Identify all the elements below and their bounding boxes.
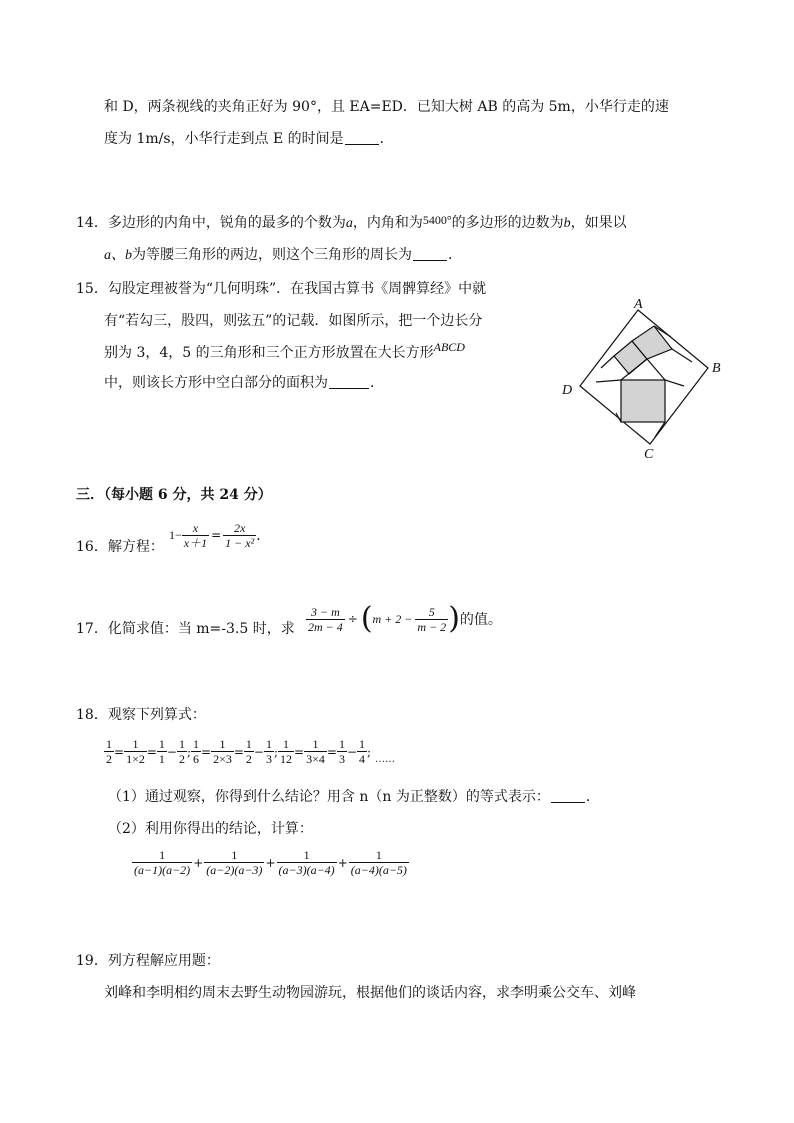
fraction: $\frac{1}{(a-2)(a-3)}$ [206, 848, 263, 877]
answer-blank [413, 246, 447, 261]
pythagoras-rectangle-figure [556, 296, 736, 466]
answer-blank [329, 374, 369, 389]
label-c: C [644, 447, 654, 462]
q18-sum-expression: $\frac{1}{(a-1)(a-2)}$ + $\frac{1}{(a-2)(a-3)}$ + $\frac{1}{(a-3)(a-4)}$ + $\frac{1}{(a-4)(a-5)}$ [134, 848, 407, 877]
label-d: D [562, 383, 573, 398]
q18-part2: （2）利用你得出的结论，计算： [108, 821, 313, 837]
large-square [621, 380, 665, 422]
q14-line2: a、b为等腰三角形的两边，则这个三角形的周长为 ． [104, 247, 462, 263]
question-number: 18． [76, 707, 108, 723]
grid-line [655, 422, 665, 437]
q13-line2: 度为 1m/s，小华行走到点 E 的时间是 ． [104, 131, 394, 147]
fraction: $\frac{x}{x+1}$ [183, 520, 208, 550]
q15-line4: 中，则该长方形中空白部分的面积为 ． [104, 375, 384, 391]
label-b: B [712, 361, 721, 376]
rectangle-abcd [580, 310, 708, 444]
q18-series: $\frac{1}{2}$ = $\frac{1}{1\times 2}$ = $\frac{1}{1}$ − $\frac{1}{2}$ ; $\frac{1}{6}$ = $\frac{1}{2\times 3}$ = $\frac{1}{2}$ − $\frac{1}{3}$ ; $\frac{1}{12}$ = $\frac{1}{3\times 4}$ = $\frac{1}{3}$ − $\frac{1}{4}$ ; …… [106, 737, 396, 766]
q19-label: 19．列方程解应用题： [76, 953, 220, 969]
q15-line2: 有“若勾三，股四，则弦五”的记载．如图所示，把一个边长分 [104, 313, 483, 329]
grid-line [672, 349, 692, 362]
grid-line [601, 356, 614, 368]
q13-line1: 和 D，两条视线的夹角正好为 90°，且 EA=ED．已知大树 AB 的高为 5m，小华行走的速 [104, 99, 669, 115]
grid-line [665, 380, 684, 386]
fraction: $\frac{1}{(a-3)(a-4)}$ [278, 848, 335, 877]
q18-label: 18．观察下列算式： [76, 707, 206, 723]
q15-line1: 15．勾股定理被誉为“几何明珠”．在我国古算书《周髀算经》中就 [76, 281, 487, 297]
q15-line3: 别为 3，4，5 的三角形和三个正方形放置在大长方形ABCD [104, 340, 465, 361]
section-3-title: 三．（每小题 6 分，共 24 分） [76, 487, 272, 503]
q19-line2: 刘峰和李明相约周末去野生动物园游玩，根据他们的谈话内容，求李明乘公交车、刘峰 [104, 985, 636, 1001]
fraction: $\frac{5}{m - 2}$ [417, 604, 447, 634]
fraction: $\frac{1}{(a-1)(a-2)}$ [134, 848, 191, 877]
left-paren: ( [360, 601, 373, 636]
q16-label: 16．解方程： [76, 539, 164, 555]
q17-expression: $\frac{3 - m}{2m - 4}$ ÷ ( m + 2 − $\frac{5}{m - 2}$ ) 的值。 [308, 601, 502, 636]
question-number: 19． [76, 953, 108, 969]
question-number: 17． [76, 621, 108, 637]
grid-line [616, 413, 621, 422]
grid-line [596, 380, 621, 382]
question-number: 15． [76, 281, 108, 297]
question-number: 16． [76, 539, 108, 555]
fraction: $\frac{2x}{\text{1 − x²}}$ [225, 520, 255, 550]
q18-part1: （1）通过观察，你得到什么结论？用含 n（n 为正整数）的等式表示： ． [108, 789, 600, 805]
q16-equation: 1− $\frac{x}{x+1}$ = $\frac{2x}{\text{1 − x²}}$ ． [169, 520, 271, 550]
q17-label: 17．化简求值：当 m=-3.5 时，求 [76, 621, 295, 637]
right-paren: ) [448, 601, 460, 636]
answer-blank [345, 130, 379, 145]
question-number: 14． [76, 215, 108, 231]
fraction: $\frac{3 - m}{2m - 4}$ [308, 604, 343, 634]
answer-blank [551, 788, 585, 803]
q14-line1: 14．多边形的内角中，锐角的最多的个数为a，内角和为5400°的多边形的边数为b，如果以 [76, 213, 627, 231]
fraction: $\frac{1}{(a-4)(a-5)}$ [350, 848, 407, 877]
label-a: A [634, 297, 643, 312]
